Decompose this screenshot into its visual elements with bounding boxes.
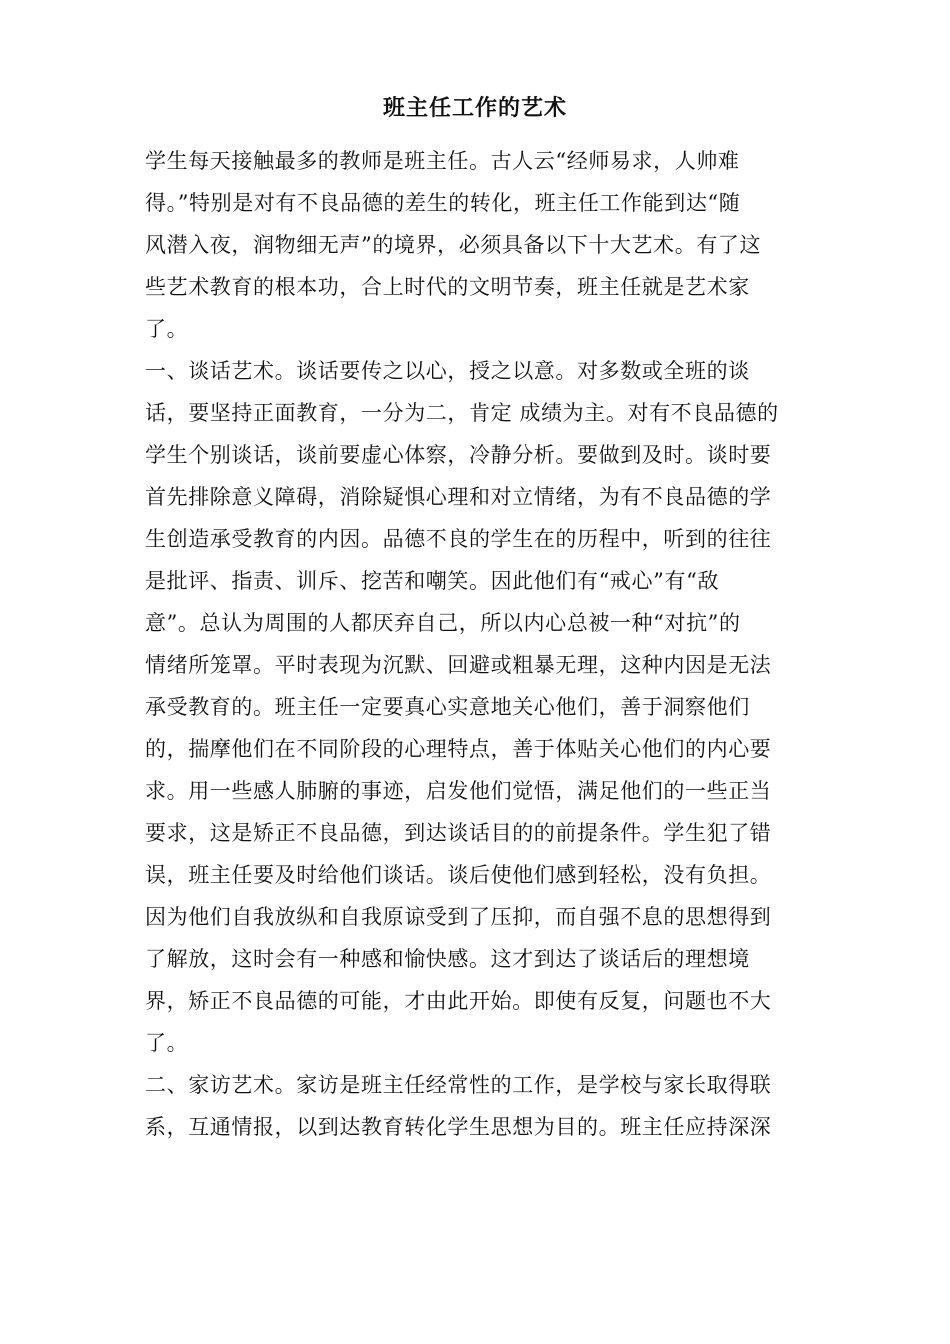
text-line: 要求，这是矫正不良品德，到达谈话目的的前提条件。学生犯了错 xyxy=(145,821,772,845)
text-line: 了。 xyxy=(145,1031,189,1055)
text-line: 生创造承受教育的内因。品德不良的学生在的历程中，听到的往往 xyxy=(145,527,772,551)
text-line: 承受教育的。班主任一定要真心实意地关心他们，善于洞察他们 xyxy=(145,695,750,719)
text-line: 一、谈话艺术。谈话要传之以心，授之以意。对多数或全班的谈 xyxy=(145,359,750,383)
text-line: 是批评、指责、训斥、挖苦和嘲笑。因此他们有“戒心”有“敌 xyxy=(145,569,720,593)
text-line: 情绪所笼罩。平时表现为沉默、回避或粗暴无理，这种内因是无法 xyxy=(145,653,772,677)
text-line: 学生个别谈话，谈前要虚心体察，冷静分析。要做到及时。谈时要 xyxy=(145,443,772,467)
text-line: 界，矫正不良品德的可能，才由此开始。即使有反复，问题也不大 xyxy=(145,989,772,1013)
text-line: 了。 xyxy=(145,317,189,341)
text-line: 系，互通情报，以到达教育转化学生思想为目的。班主任应持深深 xyxy=(145,1115,772,1139)
text-line: 学生每天接触最多的教师是班主任。古人云“经师易求，人帅难 xyxy=(145,149,740,173)
text-line: 误，班主任要及时给他们谈话。谈后使他们感到轻松，没有负担。 xyxy=(145,863,772,887)
text-line: 些艺术教育的根本功，合上时代的文明节奏，班主任就是艺术家 xyxy=(145,275,750,299)
text-line: 因为他们自我放纵和自我原谅受到了压抑，而自强不息的思想得到 xyxy=(145,905,772,929)
text-line: 首先排除意义障碍，消除疑惧心理和对立情绪，为有不良品德的学 xyxy=(145,485,772,509)
text-line: 了解放，这时会有一种感和愉快感。这才到达了谈话后的理想境 xyxy=(145,947,750,971)
text-line: 求。用一些感人肺腑的事迹，启发他们觉悟，满足他们的一些正当 xyxy=(145,779,772,803)
text-line: 的，揣摩他们在不同阶段的心理特点，善于体贴关心他们的内心要 xyxy=(145,737,772,761)
text-line: 意”。总认为周围的人都厌弃自己，所以内心总被一种“对抗”的 xyxy=(145,611,741,635)
document-body xyxy=(145,140,805,1148)
document-title: 班主任工作的艺术 xyxy=(382,95,567,121)
text-line: 话，要坚持正面教育，一分为二，肯定 成绩为主。对有不良品德的 xyxy=(145,401,779,425)
text-line: 得。”特别是对有不良品德的差生的转化，班主任工作能到达“随 xyxy=(145,191,741,215)
text-line: 风潜入夜，润物细无声”的境界，必须具备以下十大艺术。有了这 xyxy=(145,233,762,257)
text-line: 二、家访艺术。家访是班主任经常性的工作，是学校与家长取得联 xyxy=(145,1073,772,1097)
